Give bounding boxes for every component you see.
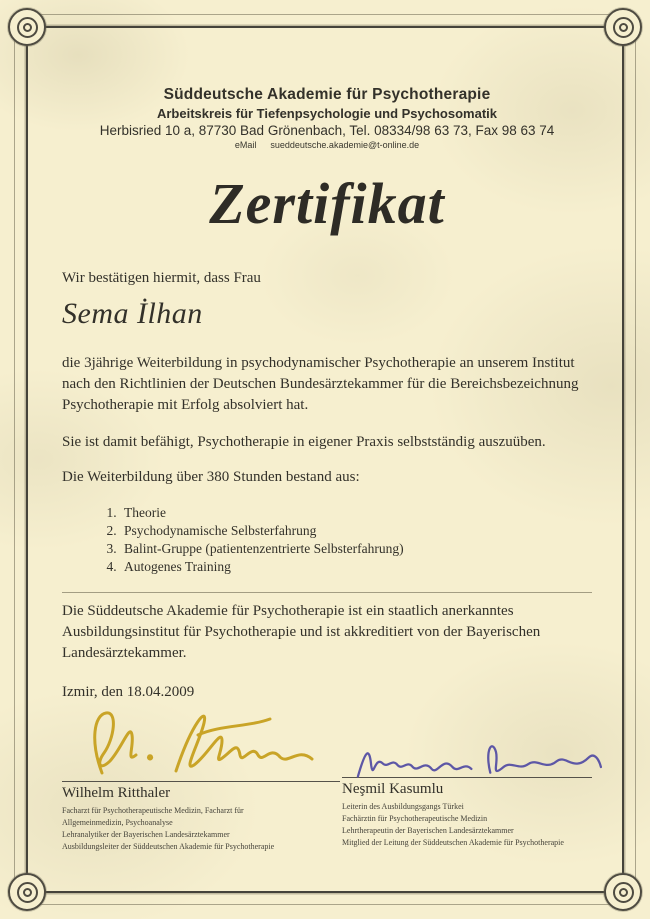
signer-credentials-right: [342, 801, 592, 849]
organization-name: Süddeutsche Akademie für Psychotherapie: [163, 86, 491, 103]
handwritten-signature-kasumlu: [344, 733, 612, 785]
list-item-autogenes-training: 4. Autogenes Training: [120, 558, 592, 576]
signer-name-right: Neşmil Kasumlu: [342, 780, 444, 797]
credential-line: Mitglied der Leitung der Süddeutschen Akademie für Psychotherapie: [342, 837, 564, 847]
credential-line: Allgemeinmedizin, Psychoanalyse: [62, 817, 173, 827]
recipient-name: Sema İlhan: [62, 296, 203, 330]
signature-section: [62, 715, 592, 853]
accreditation-paragraph: Die Süddeutsche Akademie für Psychotherapie ist ein staatlich anerkanntes Ausbildungsinstitut für Psychotherapie und ist akkreditiert von der Bayerischen Landesärztekammer.: [62, 602, 541, 661]
credential-line: Fachärztin für Psychotherapeutische Medizin: [342, 813, 488, 823]
signer-name-left: Wilhelm Ritthaler: [62, 784, 171, 801]
list-item-selbsterfahrung: 2. Psychodynamische Selbsterfahrung: [120, 522, 592, 540]
email-label: eMail: [234, 140, 257, 150]
credential-line: Lehranalytiker der Bayerischen Landesärztekammer: [62, 829, 230, 839]
credential-line: Lehrtherapeutin der Bayerischen Landesärztekammer: [342, 825, 514, 835]
qualification-paragraph: Sie ist damit befähigt, Psychotherapie in eigener Praxis selbstständig auszuüben.: [62, 433, 546, 450]
place-and-date: Izmir, den 18.04.2009: [62, 683, 195, 700]
training-components-list: [62, 504, 592, 576]
credential-line: Leiterin des Ausbildungsgangs Türkei: [342, 801, 464, 811]
handwritten-signature-ritthaler: [80, 701, 330, 781]
signature-block-right: [342, 715, 592, 853]
signature-block-left: [62, 715, 340, 853]
letterhead: [62, 86, 592, 150]
list-intro: Die Weiterbildung über 380 Stunden bestand aus:: [62, 468, 360, 485]
email-address: sueddeutsche.akademie@t-online.de: [270, 140, 420, 150]
credential-line: Ausbildungsleiter der Süddeutschen Akademie für Psychotherapie: [62, 841, 275, 851]
training-paragraph: die 3jährige Weiterbildung in psychodynamischer Psychotherapie an unserem Institut nach den Richtlinien der Deutschen Bundesärztekammer für die Bereichsbezeichnung Psychotherapie mit Erfolg absolviert hat.: [62, 354, 579, 413]
list-item-theorie: 1. Theorie: [120, 504, 592, 522]
organization-subtitle: Arbeitskreis für Tiefenpsychologie und Psychosomatik: [156, 106, 498, 121]
credential-line: Facharzt für Psychotherapeutische Medizin, Facharzt für: [62, 805, 244, 815]
list-item-balint-gruppe: 3. Balint-Gruppe (patientenzentrierte Selbsterfahrung): [120, 540, 592, 558]
organization-email-line: [62, 140, 592, 150]
signer-credentials-left: [62, 805, 340, 853]
divider-line: [62, 592, 592, 593]
certificate-title: Zertifikat: [209, 171, 445, 236]
organization-address: Herbisried 10 a, 87730 Bad Grönenbach, Tel. 08334/98 63 73, Fax 98 63 74: [99, 123, 555, 138]
intro-line: Wir bestätigen hiermit, dass Frau: [62, 269, 261, 286]
